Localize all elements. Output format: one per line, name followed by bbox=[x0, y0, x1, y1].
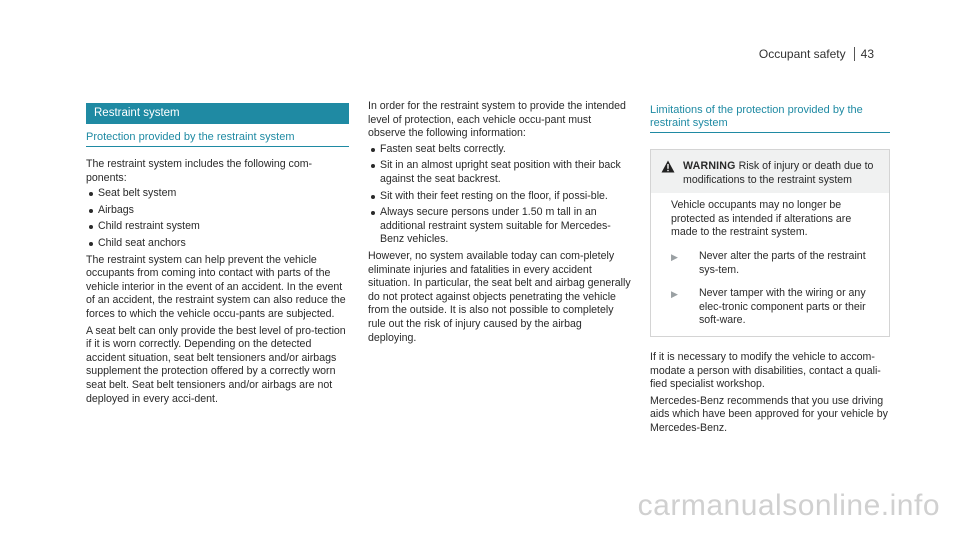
component-list bbox=[86, 187, 349, 250]
subheading-protection: Protection provided by the restraint system bbox=[86, 131, 349, 147]
watermark: carmanualsonline.info bbox=[637, 489, 940, 522]
column-2 bbox=[368, 100, 631, 345]
list-item: Sit in an almost upright seat position with their back against the seat backrest. bbox=[368, 159, 631, 186]
list-item: Fasten seat belts correctly. bbox=[368, 143, 631, 157]
arrow-right-icon: ▶ bbox=[671, 251, 678, 262]
action-text: Never alter the parts of the restraint sys-tem. bbox=[699, 249, 866, 276]
column-1 bbox=[86, 103, 349, 406]
list-item: Seat belt system bbox=[86, 187, 349, 201]
page-header bbox=[759, 47, 874, 61]
action-item bbox=[671, 287, 879, 328]
intro-text: In order for the restraint system to provide the intended level of protection, each vehicle occu-pant must observe the following information: bbox=[368, 100, 626, 140]
action-text: Never tamper with the wiring or any elec-tronic component parts or their soft-ware. bbox=[699, 287, 866, 327]
intro-text: The restraint system includes the following com-ponents: bbox=[86, 158, 313, 184]
info-list bbox=[368, 143, 631, 247]
page-number: 43 bbox=[854, 47, 874, 61]
paragraph: If it is necessary to modify the vehicle to accom-modate a person with disabilities, contact a quali-fied specialist workshop. bbox=[650, 350, 881, 391]
list-item: Sit with their feet resting on the floor, if possi-ble. bbox=[368, 190, 631, 204]
paragraph: The restraint system can help prevent the vehicle occupants from coming into contact with parts of the vehicle interior in the event of an accident. In the event of an accident, the restraint system can also reduce the forces to which the vehicle occu-pants are subjected. bbox=[86, 253, 346, 320]
warning-title: Risk of injury or death due to modifications to the restraint system bbox=[683, 160, 874, 186]
paragraph: Mercedes-Benz recommends that you use driving aids which have been approved for your vehicle by Mercedes-Benz. bbox=[650, 394, 888, 434]
list-item: Always secure persons under 1.50 m tall in an additional restraint system suitable for Mercedes-Benz vehicles. bbox=[368, 206, 631, 247]
paragraph: A seat belt can only provide the best level of pro-tection if it is worn correctly. Depending on the detected accident situation, seat belt tensioners and/or airbags supplement the protection offered by a correctly worn seat belt. Seat belt tensioners and/or airbags are not deployed in every acci-dent. bbox=[86, 324, 346, 405]
warning-body bbox=[651, 193, 889, 336]
list-item: Child restraint system bbox=[86, 220, 349, 234]
subheading-limitations: Limitations of the protection provided by the restraint system bbox=[650, 104, 890, 133]
warning-text: Vehicle occupants may no longer be protected as intended if alterations are made to the restraint system. bbox=[671, 199, 852, 239]
column-3 bbox=[650, 100, 890, 436]
header-title: Occupant safety bbox=[758, 47, 846, 61]
paragraph: However, no system available today can com-pletely eliminate injuries and fatalities in every accident situation. In particular, the seat belt and airbag generally do not protect against objects penetrating the vehicle from the outside. It is also not possible to completely rule out the risk of injury caused by the airbag deploying. bbox=[368, 249, 631, 344]
warning-box bbox=[650, 149, 890, 337]
warning-header bbox=[651, 150, 889, 193]
arrow-right-icon: ▶ bbox=[671, 289, 678, 300]
list-item: Airbags bbox=[86, 204, 349, 218]
warning-triangle-icon bbox=[661, 160, 683, 187]
list-item: Child seat anchors bbox=[86, 237, 349, 251]
section-title: Restraint system bbox=[86, 103, 349, 124]
warning-label: WARNING bbox=[683, 160, 736, 172]
action-item bbox=[671, 250, 879, 277]
